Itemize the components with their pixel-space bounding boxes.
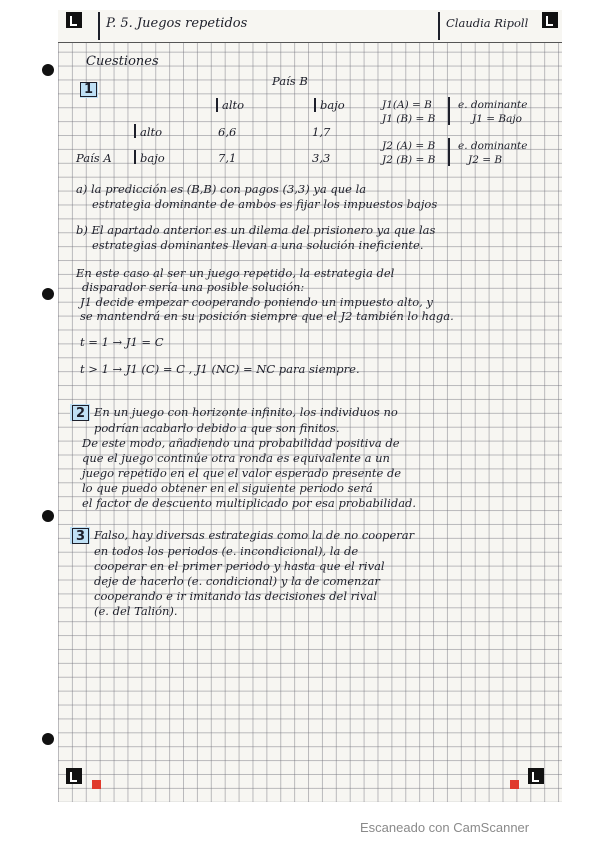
- binder-hole-icon: [42, 733, 54, 745]
- answer-c-line: disparador sería una posible solución:: [82, 280, 305, 294]
- bottom-left-corner-icon: [66, 768, 82, 784]
- row-tick: [134, 150, 136, 164]
- header-divider: [98, 12, 100, 40]
- q3-line: deje de hacerlo (e. condicional) y la de comenzar: [94, 574, 380, 588]
- binder-hole-icon: [42, 288, 54, 300]
- bottom-right-corner-icon: [528, 768, 544, 784]
- player-a-label: País A: [76, 151, 112, 165]
- q2-line: el factor de descuento multiplicado por esa probabilidad.: [82, 496, 417, 510]
- payoff-cell: 1,7: [312, 125, 331, 139]
- j2-dominant-note: e. dominante: [458, 140, 528, 152]
- answer-c-line: En este caso al ser un juego repetido, la estrategia del: [76, 266, 395, 280]
- binder-hole-icon: [42, 64, 54, 76]
- q3-line: (e. del Talión).: [94, 604, 178, 618]
- brace-line: [448, 97, 450, 125]
- q3-line: cooperar en el primer periodo y hasta que el rival: [94, 559, 385, 573]
- bottom-right-red-marker-icon: [510, 780, 519, 789]
- row-tick: [134, 124, 136, 138]
- q2-line: juego repetido en el que el valor esperado presente de: [82, 466, 402, 480]
- payoff-cell: 3,3: [312, 151, 331, 165]
- q2-line: De este modo, añadiendo una probabilidad positiva de: [82, 436, 400, 450]
- trigger-rule-t1: t = 1 → J1 = C: [80, 335, 164, 349]
- j1-dominant-value: J1 = Bajo: [472, 113, 522, 125]
- q2-line: lo que puedo obtener en el siguiente periodo será: [82, 481, 373, 495]
- q1-number: 1: [84, 82, 94, 97]
- answer-c-line: J1 decide empezar cooperando poniendo un impuesto alto, y: [80, 295, 433, 309]
- answer-a-line: estrategia dominante de ambos es fijar los impuestos bajos: [92, 197, 438, 211]
- q3-line: cooperando e ir imitando las decisiones del rival: [94, 589, 377, 603]
- q2-line: En un juego con horizonte infinito, los individuos no: [94, 405, 398, 419]
- brace-line: [448, 138, 450, 166]
- q2-line: podrían acabarlo debido a que son finitos.: [94, 421, 340, 435]
- header-divider: [438, 12, 440, 40]
- q3-line: en todos los periodos (e. incondicional), la de: [94, 544, 359, 558]
- answer-b-line: estrategias dominantes llevan a una solución ineficiente.: [92, 238, 424, 252]
- payoff-cell: 7,1: [218, 151, 237, 165]
- q3-number: 3: [76, 529, 86, 544]
- player-b-label: País B: [272, 74, 308, 88]
- binder-hole-icon: [42, 510, 54, 522]
- bottom-left-red-marker-icon: [92, 780, 101, 789]
- q3-line: Falso, hay diversas estrategias como la de no cooperar: [94, 528, 415, 542]
- j2-best-response-a: J2 (A) = B: [382, 140, 436, 152]
- payoff-cell: 6,6: [218, 125, 237, 139]
- col-alto-label: alto: [222, 98, 245, 112]
- j1-dominant-note: e. dominante: [458, 99, 528, 111]
- col-tick: [216, 98, 218, 112]
- answer-c-line: se mantendrá en su posición siempre que el J2 también lo haga.: [80, 309, 454, 323]
- j2-dominant-value: J2 = B: [468, 154, 503, 166]
- answer-b-line: b) El apartado anterior es un dilema del prisionero ya que las: [76, 223, 436, 237]
- row-alto-label: alto: [140, 125, 163, 139]
- section-title: Cuestiones: [86, 54, 159, 69]
- answer-a-line: a) la predicción es (B,B) con pagos (3,3) ya que la: [76, 182, 367, 196]
- page-title: P. 5. Juegos repetidos: [106, 16, 248, 31]
- j1-best-response-b: J1 (B) = B: [382, 113, 436, 125]
- col-bajo-label: bajo: [320, 98, 345, 112]
- author-name: Claudia Ripoll: [446, 16, 529, 30]
- q2-number: 2: [76, 406, 86, 421]
- j1-best-response-a: J1(A) = B: [382, 99, 432, 111]
- top-left-corner-icon: [66, 12, 82, 28]
- q2-line: que el juego continúe otra ronda es equivalente a un: [82, 451, 390, 465]
- row-bajo-label: bajo: [140, 151, 165, 165]
- scanner-watermark: Escaneado con CamScanner: [360, 820, 530, 835]
- trigger-rule-t2: t > 1 → J1 (C) = C , J1 (NC) = NC para siempre.: [80, 362, 360, 376]
- j2-best-response-b: J2 (B) = B: [382, 154, 436, 166]
- top-right-corner-icon: [542, 12, 558, 28]
- col-tick: [314, 98, 316, 112]
